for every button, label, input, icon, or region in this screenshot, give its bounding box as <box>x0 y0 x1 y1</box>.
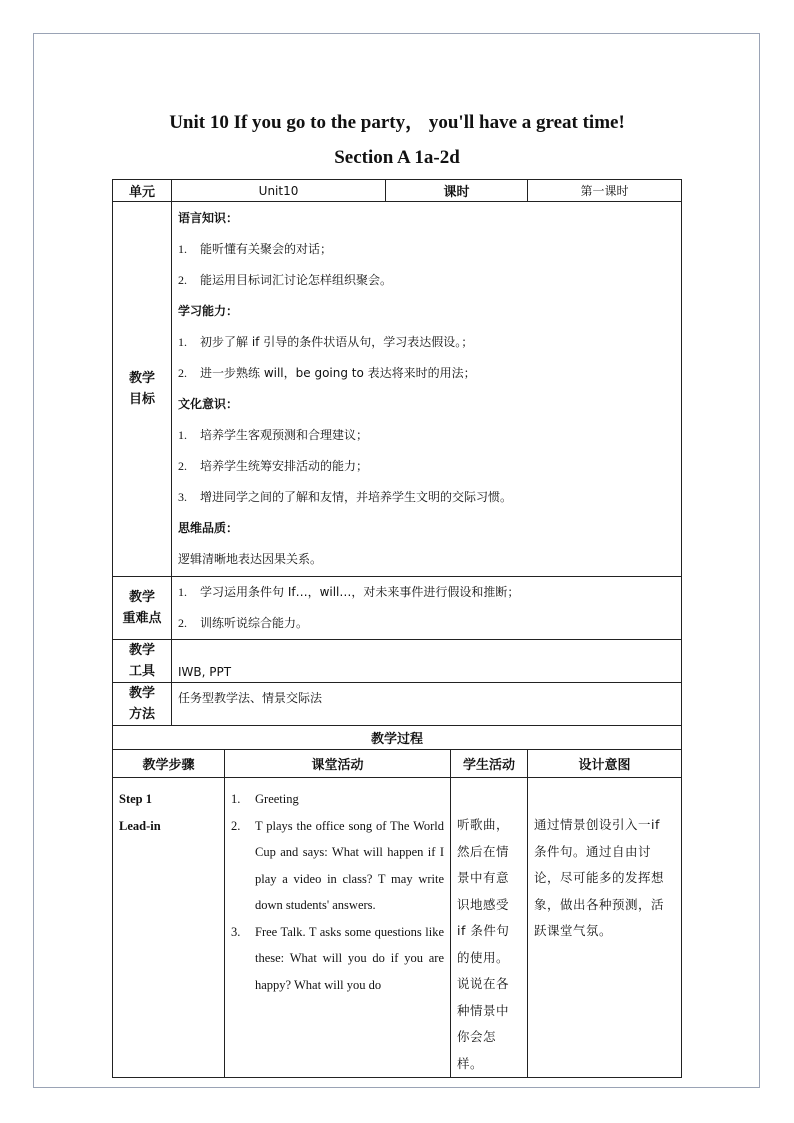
key-points-row <box>113 577 682 640</box>
header-activities: 课堂活动 <box>225 750 451 778</box>
process-title: 教学过程 <box>113 726 682 750</box>
key-points-label: 教学 重难点 <box>113 577 172 640</box>
key-point-item: 2. 训练听说综合能力。 <box>178 616 309 630</box>
key-point-item: 1. 学习运用条件句 If…，will…，对未来事件进行假设和推断； <box>178 585 520 599</box>
activity-item: 2. T plays the office song of The World Cup and says: What will happen if I play a video in class? T may write down students' answers. <box>231 818 445 912</box>
activities-cell <box>225 778 451 1078</box>
lesson-label: 课时 <box>386 180 528 202</box>
objective-heading: 文化意识： <box>178 397 239 411</box>
step-cell <box>113 778 225 1078</box>
process-header-row <box>113 750 682 778</box>
activity-item: 1. Greeting <box>231 792 299 806</box>
objective-item: 1. 初步了解 if 引导的条件状语从句，学习表达假设。； <box>178 335 474 349</box>
student-activity-cell <box>451 778 528 1078</box>
objectives-label: 教学 目标 <box>113 202 172 577</box>
activity-item: 3. Free Talk. T asks some questions like these: What will you do if you are happy? What will you do <box>231 924 445 992</box>
methods-label: 教学 方法 <box>113 683 172 726</box>
objective-heading: 学习能力： <box>178 304 239 318</box>
objective-thinking-text: 逻辑清晰地表达因果关系。 <box>178 552 323 566</box>
header-steps: 教学步骤 <box>113 750 225 778</box>
page-title: Unit 10 If you go to the party， you'll have a great time! <box>169 112 625 133</box>
section-subtitle: Section A 1a-2d <box>334 147 460 168</box>
objective-item: 2. 进一步熟练 will，be going to 表达将来时的用法； <box>178 366 476 380</box>
unit-value: Unit10 <box>172 180 386 202</box>
objectives-row <box>113 202 682 577</box>
tools-label: 教学 工具 <box>113 640 172 683</box>
objective-item: 3. 增进同学之间的了解和友情，并培养学生文明的交际习惯。 <box>178 490 513 504</box>
objective-item: 2. 能运用目标词汇讨论怎样组织聚会。 <box>178 273 393 287</box>
student-activity-text: 听歌曲，然后在情景中有意识地感受 if 条件句的使用。说说在各种情景中你会怎样。 <box>457 817 510 1071</box>
step-number: Step 1 <box>119 792 152 806</box>
objective-heading: 思维品质： <box>178 521 239 535</box>
lesson-value: 第一课时 <box>528 180 682 202</box>
objective-item: 1. 培养学生客观预测和合理建议； <box>178 428 369 442</box>
lesson-plan-table <box>112 179 682 1078</box>
info-row <box>113 180 682 202</box>
header-intent: 设计意图 <box>528 750 682 778</box>
step-row <box>113 778 682 1078</box>
design-intent-cell <box>528 778 682 1078</box>
design-intent-text: 通过情景创设引入一if 条件句。通过自由讨论，尽可能多的发挥想象，做出各种预测，活跃课堂气氛。 <box>534 817 665 938</box>
methods-value: 任务型教学法、情景交际法 <box>172 683 682 726</box>
objective-item: 2. 培养学生统筹安排活动的能力； <box>178 459 369 473</box>
methods-row <box>113 683 682 726</box>
objective-item: 1. 能听懂有关聚会的对话； <box>178 242 333 256</box>
objectives-content <box>172 202 682 577</box>
tools-value: IWB, PPT <box>172 640 682 683</box>
process-title-row <box>113 726 682 750</box>
tools-row <box>113 640 682 683</box>
unit-label: 单元 <box>113 180 172 202</box>
key-points-content <box>172 577 682 640</box>
step-name: Lead-in <box>119 819 161 833</box>
objective-heading: 语言知识： <box>178 211 239 225</box>
header-student: 学生活动 <box>451 750 528 778</box>
